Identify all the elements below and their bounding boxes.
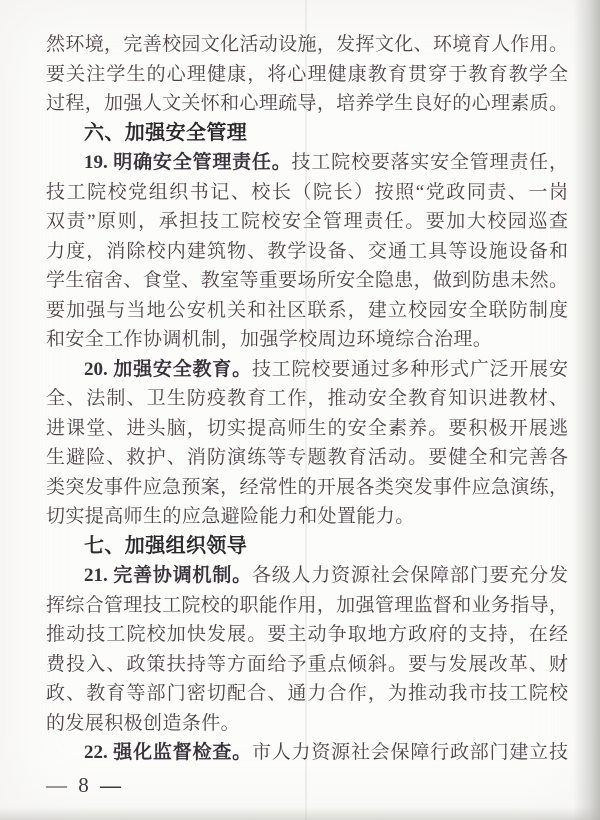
text-line: 挥综合管理技工院校的职能作用，加强管理监督和业务指导， bbox=[46, 594, 568, 616]
text-line: 然环境，完善校园文化活动设施，发挥文化、环境育人作用。 bbox=[46, 34, 568, 55]
text-line: 和安全工作协调机制，加强学校周边环境综合治理。 bbox=[46, 329, 493, 350]
text-line: 19. 明确安全管理责任。技工院校要落实安全管理责任， bbox=[84, 152, 568, 173]
scan-edge-shadow-bottom bbox=[0, 807, 600, 820]
text-line: 全、法制、卫生防疫教育工作，推动安全教育知识进教材、 bbox=[46, 388, 568, 409]
text-line: 费投入、政策扶持等方面给予重点倾斜。要与发展改革、财 bbox=[46, 653, 568, 675]
page-number: 8 bbox=[78, 773, 92, 797]
text-line: 要加强与当地公安机关和社区联系，建立校园安全联防制度 bbox=[46, 299, 568, 321]
text-line: 进课堂、进头脑，切实提高师生的安全素养。要积极开展逃 bbox=[46, 417, 568, 439]
scan-edge-shadow-right bbox=[573, 0, 600, 820]
text-line: 切实提高师生的应急避险能力和处置能力。 bbox=[46, 506, 415, 527]
page-footer bbox=[46, 770, 124, 800]
text-line: 推动技工院校加快发展。要主动争取地方政府的支持，在经 bbox=[46, 624, 568, 645]
text-line: 要关注学生的心理健康，将心理健康教育贯穿于教育教学全 bbox=[46, 63, 568, 85]
text-line: 双责”原则，承担技工院校安全管理责任。要加大校园巡查 bbox=[46, 211, 568, 232]
text-line: 类突发事件应急预案，经常性的开展各类突发事件应急演练， bbox=[46, 476, 568, 498]
text-line: 生避险、救护、消防演练等专题教育活动。要健全和完善各 bbox=[46, 447, 568, 468]
text-line: 过程，加强人文关怀和心理疏导，培养学生良好的心理素质。 bbox=[46, 93, 568, 114]
text-line: 22. 强化监督检查。市人力资源社会保障行政部门建立技 bbox=[84, 742, 568, 763]
text-line: 21. 完善协调机制。各级人力资源社会保障部门要充分发 bbox=[84, 565, 568, 586]
footer-dash-left: — bbox=[46, 773, 70, 797]
section-heading: 六、加强安全管理 bbox=[84, 121, 248, 144]
text-line: 20. 加强安全教育。技工院校要通过多种形式广泛开展安 bbox=[84, 358, 568, 380]
text-line: 力度，消除校内建筑物、教学设备、交通工具等设施设备和 bbox=[46, 240, 568, 262]
paragraph-lead: 22. 强化监督检查。 bbox=[84, 742, 252, 763]
paragraph-lead: 20. 加强安全教育。 bbox=[84, 358, 252, 380]
document-text-block bbox=[46, 30, 568, 768]
section-heading: 七、加强组织领导 bbox=[84, 534, 248, 557]
footer-dash-right: — bbox=[100, 773, 124, 797]
paragraph-lead: 21. 完善协调机制。 bbox=[84, 565, 252, 586]
text-line: 学生宿舍、食堂、教室等重要场所安全隐患，做到防患未然。 bbox=[46, 270, 568, 291]
text-line: 政、教育等部门密切配合、通力合作，为推动我市技工院校 bbox=[46, 683, 568, 704]
text-line: 的发展积极创造条件。 bbox=[46, 712, 241, 734]
paragraph-lead: 19. 明确安全管理责任。 bbox=[84, 152, 292, 173]
text-line: 技工院校党组织书记、校长（院长）按照“党政同责、一岗 bbox=[46, 181, 568, 203]
